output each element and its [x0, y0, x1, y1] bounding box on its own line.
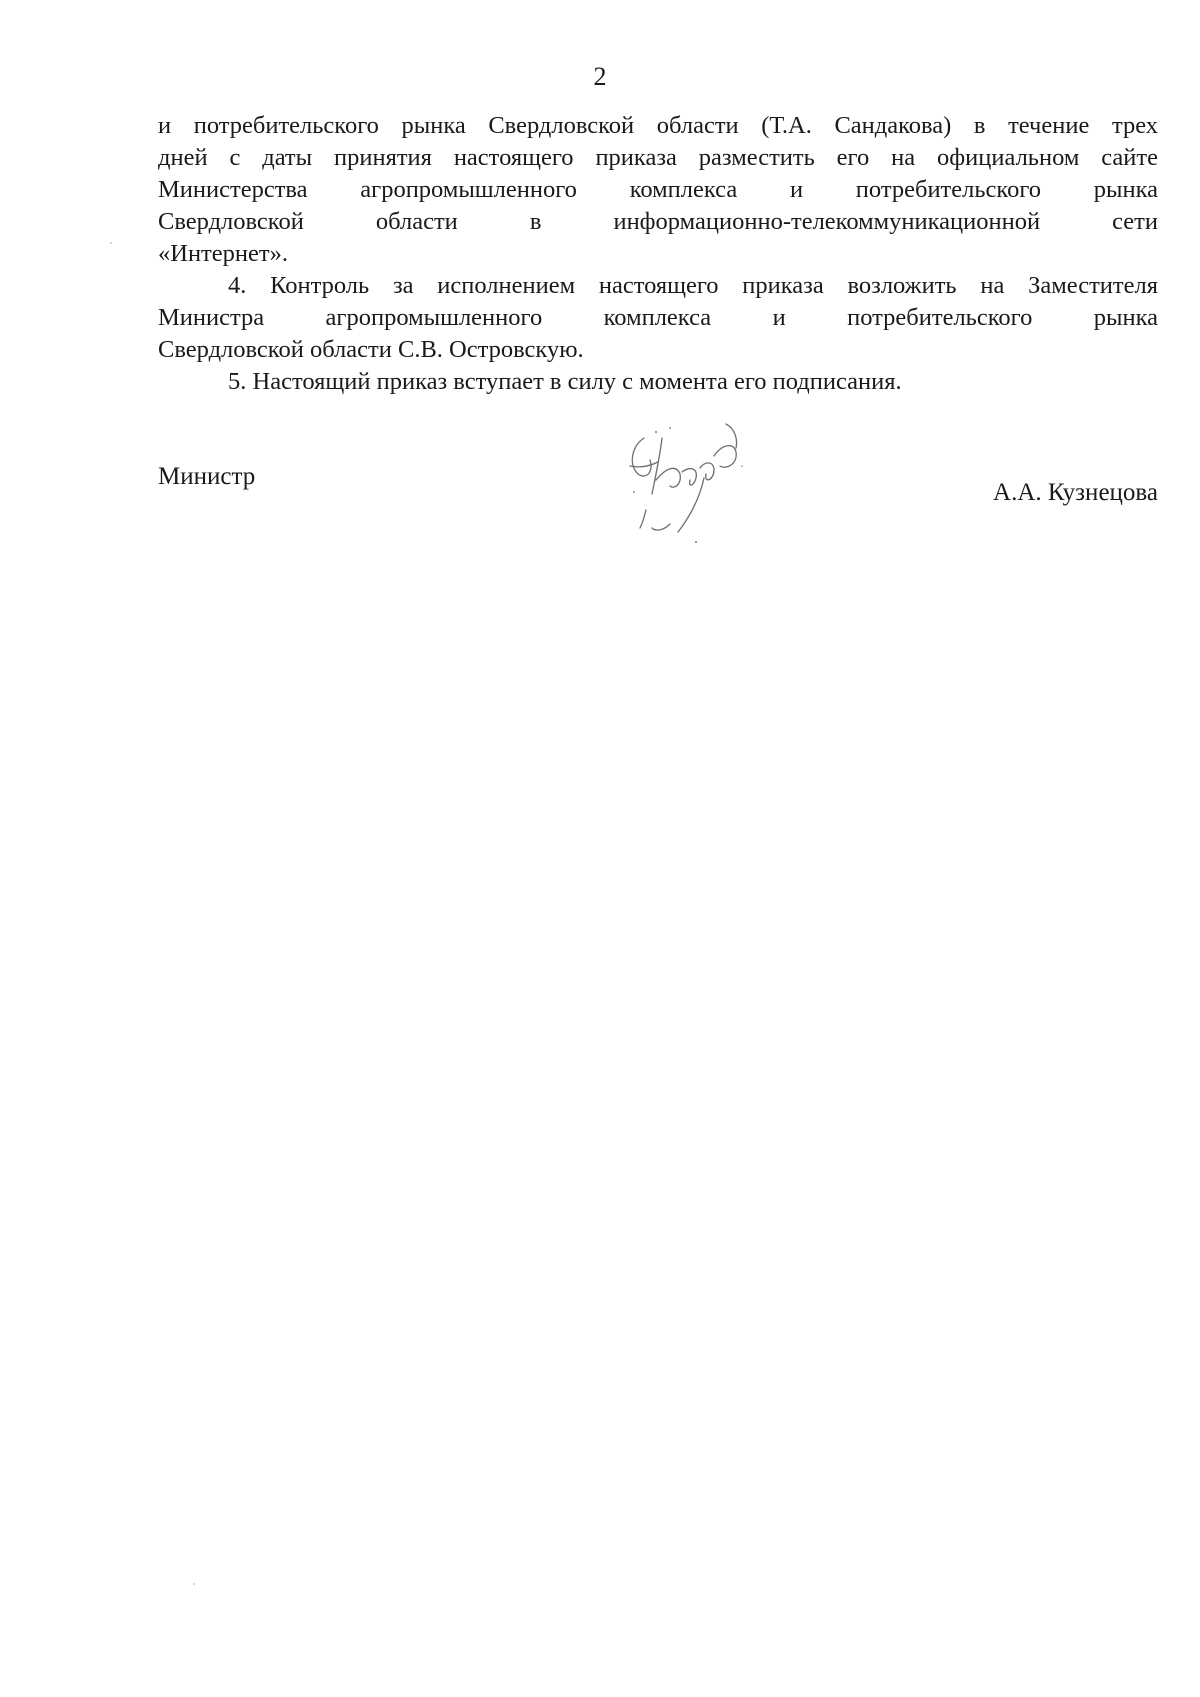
scan-speck [193, 1583, 195, 1585]
text-line: Свердловской области в информационно-телекоммуникационной сети [158, 208, 1158, 235]
text-line: дней с даты принятия настоящего приказа разместить его на официальном сайте [158, 144, 1158, 171]
scan-speck [110, 242, 112, 244]
text-line: «Интернет». [158, 240, 288, 267]
text-line: Свердловской области С.В. Островскую. [158, 336, 584, 363]
text-line: 5. Настоящий приказ вступает в силу с момента его подписания. [228, 368, 902, 395]
signature-block [158, 460, 1158, 580]
text-line: Министра агропромышленного комплекса и потребительского рынка [158, 304, 1158, 331]
signatory-title: Министр [158, 463, 256, 490]
text-line: и потребительского рынка Свердловской области (Т.А. Сандакова) в течение трех [158, 112, 1158, 139]
paragraph-5 [158, 366, 1158, 398]
signatory-name: А.А. Кузнецова [993, 479, 1158, 506]
handwritten-signature [610, 408, 770, 558]
page-number: 2 [593, 62, 607, 91]
text-line: Министерства агропромышленного комплекса и потребительского рынка [158, 176, 1158, 203]
paragraph-4 [158, 270, 1158, 366]
document-body [158, 110, 1158, 398]
paragraph-3-continuation [158, 110, 1158, 270]
text-line: 4. Контроль за исполнением настоящего приказа возложить на Заместителя [228, 272, 1158, 299]
